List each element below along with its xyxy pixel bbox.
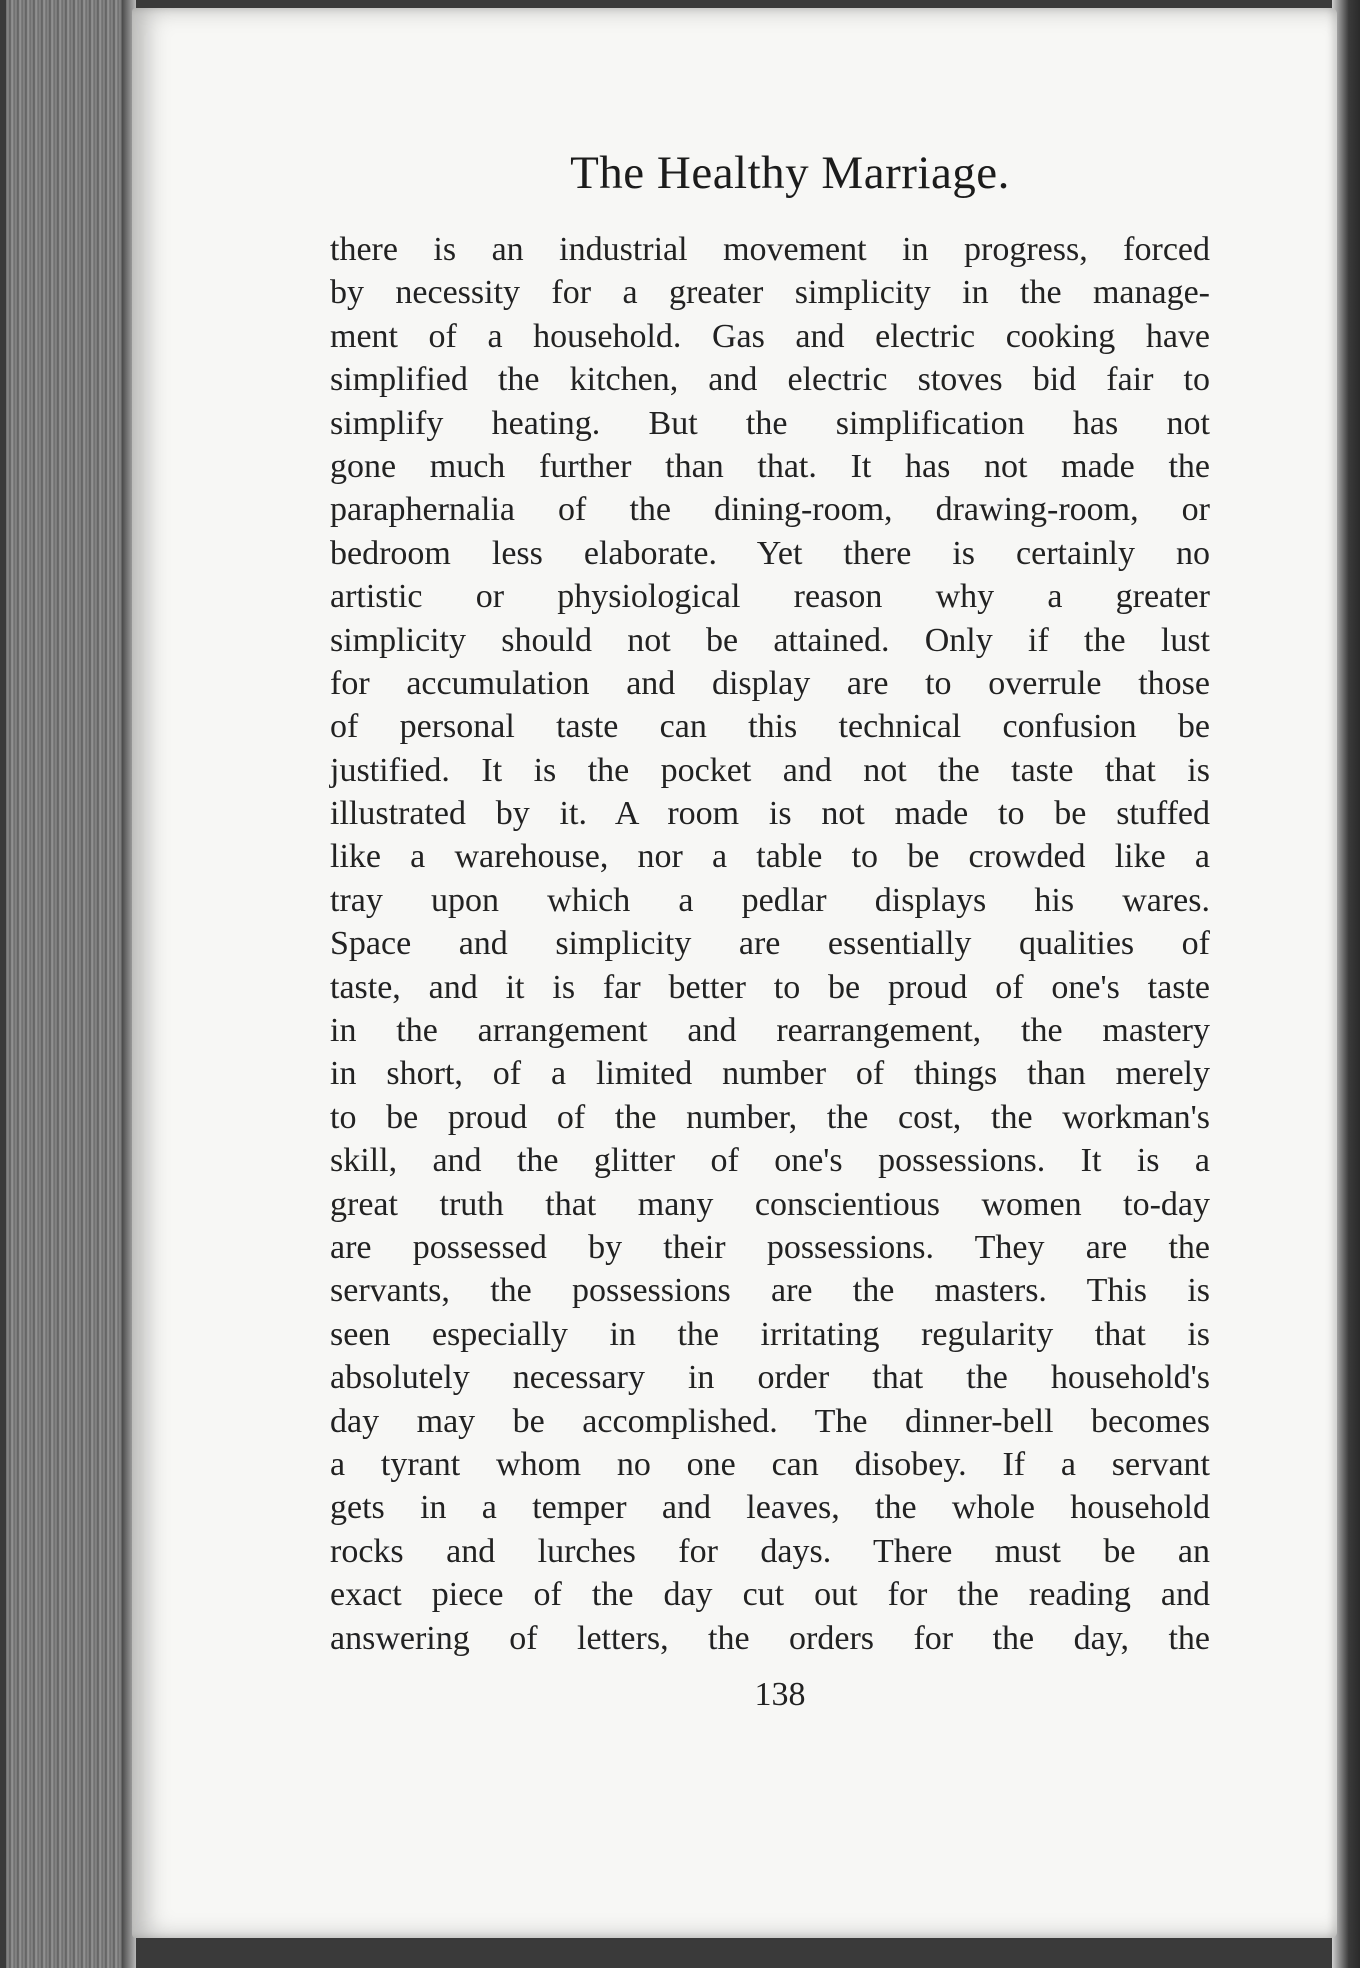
- text-line: seen especially in the irritating regularity that is: [330, 1315, 1210, 1353]
- page-number: 138: [754, 1676, 806, 1713]
- text-line: day may be accomplished. The dinner-bell becomes: [330, 1402, 1210, 1440]
- text-line: like a warehouse, nor a table to be crowded like a: [330, 838, 1210, 876]
- body-text: [330, 228, 1210, 1660]
- text-line: bedroom less elaborate. Yet there is certainly no: [330, 534, 1210, 572]
- text-line: gone much further than that. It has not made the: [330, 447, 1210, 485]
- text-line: illustrated by it. A room is not made to be stuffed: [330, 795, 1210, 833]
- text-line: paraphernalia of the dining-room, drawing-room, or: [330, 491, 1210, 529]
- text-line: by necessity for a greater simplicity in the manage-: [330, 274, 1210, 312]
- text-line: for accumulation and display are to overrule those: [330, 664, 1210, 702]
- text-line: are possessed by their possessions. They are the: [330, 1228, 1210, 1266]
- text-line: justified. It is the pocket and not the taste that is: [330, 751, 1210, 789]
- text-line: gets in a temper and leaves, the whole household: [330, 1489, 1210, 1527]
- text-line: rocks and lurches for days. There must be an: [330, 1532, 1210, 1570]
- text-line: simplified the kitchen, and electric stoves bid fair to: [330, 361, 1210, 399]
- text-line: of personal taste can this technical confusion be: [330, 708, 1210, 746]
- text-line: Space and simplicity are essentially qualities of: [330, 925, 1210, 963]
- text-line: simplicity should not be attained. Only if the lust: [330, 621, 1210, 659]
- text-line: exact piece of the day cut out for the reading and: [330, 1576, 1210, 1614]
- text-line: great truth that many conscientious women to-day: [330, 1185, 1210, 1223]
- text-line: servants, the possessions are the masters. This is: [330, 1272, 1210, 1310]
- text-line: a tyrant whom no one can disobey. If a servant: [330, 1445, 1210, 1483]
- text-line: to be proud of the number, the cost, the workman's: [330, 1098, 1210, 1136]
- text-line: simplify heating. But the simplification has not: [330, 404, 1210, 442]
- text-line: absolutely necessary in order that the household's: [330, 1359, 1210, 1397]
- text-line: answering of letters, the orders for the day, the: [330, 1619, 1210, 1657]
- text-line: tray upon which a pedlar displays his wares.: [330, 881, 1210, 919]
- text-line: in short, of a limited number of things than merely: [330, 1055, 1210, 1093]
- running-head: The Healthy Marriage.: [570, 147, 1010, 199]
- text-line: taste, and it is far better to be proud of one's taste: [330, 968, 1210, 1006]
- text-line: in the arrangement and rearrangement, the mastery: [330, 1012, 1210, 1050]
- text-line: there is an industrial movement in progress, forced: [330, 231, 1210, 268]
- text-line: skill, and the glitter of one's possessions. It is a: [330, 1142, 1210, 1180]
- text-line: artistic or physiological reason why a greater: [330, 578, 1210, 616]
- book-page-edges: [6, 0, 136, 1968]
- text-line: ment of a household. Gas and electric cooking have: [330, 317, 1210, 355]
